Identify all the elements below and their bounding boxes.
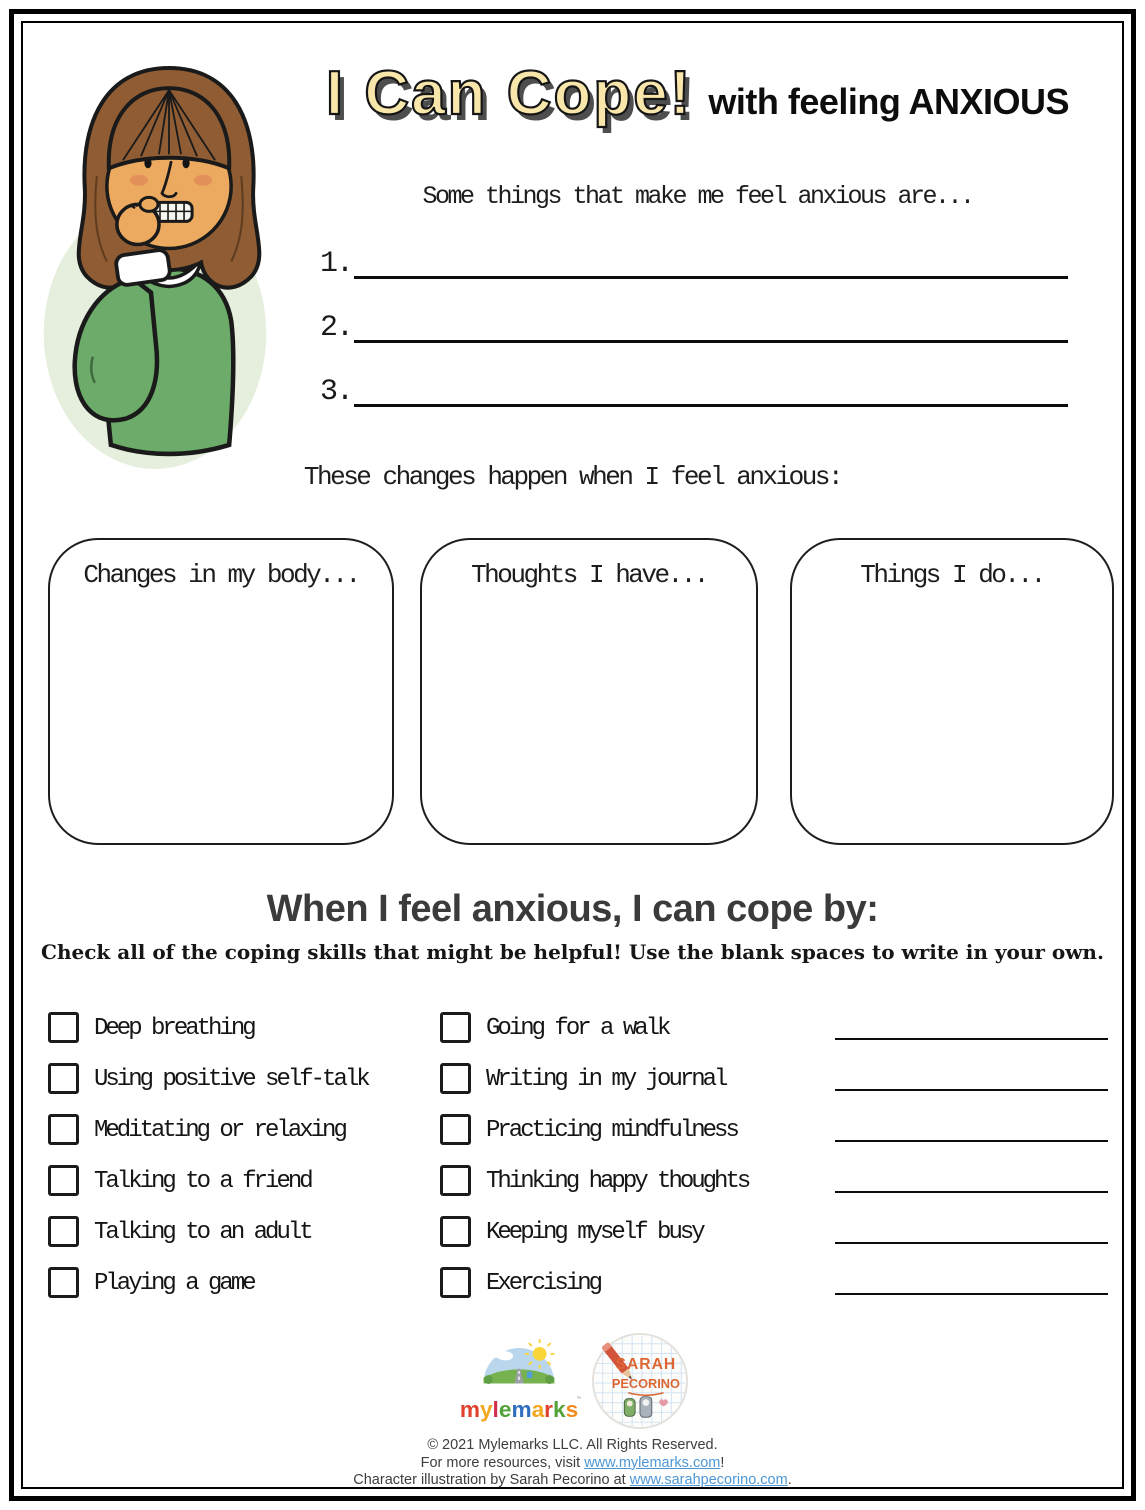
coping-option-label: Exercising [486, 1270, 601, 1297]
sarah-text: SARAH [615, 1356, 676, 1374]
mylemarks-link[interactable]: www.mylemarks.com [584, 1454, 721, 1471]
checklist-write-in-column [835, 1002, 1108, 1308]
anxious-triggers-prompt: Some things that make me feel anxious are... [422, 182, 973, 211]
figure-face [626, 1401, 632, 1407]
coping-option [48, 1053, 368, 1104]
line-number-2: 2. [320, 311, 353, 345]
coping-option-label: Writing in my journal [486, 1066, 726, 1093]
checkbox[interactable] [440, 1165, 471, 1196]
checkbox[interactable] [48, 1165, 79, 1196]
checkbox[interactable] [48, 1267, 79, 1298]
road-dash [518, 1377, 519, 1380]
changes-box-actions-label: Things I do... [860, 560, 1044, 590]
coping-option-label: Talking to a friend [94, 1168, 311, 1195]
write-in-line[interactable] [835, 1191, 1108, 1193]
coping-option [440, 1206, 748, 1257]
white-cuff [115, 249, 171, 286]
coping-option [440, 1257, 748, 1308]
title-i-can-cope: I Can Cope! [325, 59, 693, 128]
checkbox[interactable] [440, 1114, 471, 1145]
write-in-row [835, 1206, 1108, 1257]
logo-sign [526, 1372, 531, 1378]
checkbox[interactable] [48, 1216, 79, 1247]
checkbox[interactable] [440, 1267, 471, 1298]
resources-line [421, 1455, 725, 1473]
checklist-column-2 [440, 1002, 748, 1308]
write-in-line[interactable] [354, 370, 1068, 407]
trigger-line-2 [320, 307, 1068, 343]
write-in-row [835, 1053, 1108, 1104]
checkbox[interactable] [48, 1063, 79, 1094]
checkbox[interactable] [440, 1216, 471, 1247]
credit-text: Character illustration by Sarah Pecorino at [353, 1472, 630, 1488]
write-in-row [835, 1002, 1108, 1053]
changes-box-body[interactable] [48, 538, 394, 845]
page-title [290, 60, 1105, 128]
footer-logos [455, 1330, 691, 1432]
write-in-line[interactable] [354, 242, 1068, 279]
logo-bush [545, 1375, 554, 1384]
checkbox[interactable] [48, 1012, 79, 1043]
footer [0, 1330, 1145, 1490]
road-dash [518, 1371, 519, 1374]
changes-box-actions[interactable] [790, 538, 1114, 845]
trigger-line-3 [320, 371, 1068, 407]
coping-option-label: Keeping myself busy [486, 1219, 703, 1246]
coping-option [440, 1053, 748, 1104]
coping-option-label: Deep breathing [94, 1015, 254, 1042]
coping-option-label: Thinking happy thoughts [486, 1168, 749, 1195]
cope-instructions: Check all of the coping skills that might be helpful! Use the blank spaces to write in your own. [41, 940, 1104, 964]
write-in-line[interactable] [835, 1293, 1108, 1295]
coping-option-label: Practicing mindfulness [486, 1117, 737, 1144]
changes-box-thoughts[interactable] [420, 538, 758, 845]
coping-option [48, 1155, 368, 1206]
write-in-line[interactable] [354, 306, 1068, 343]
coping-option-label: Playing a game [94, 1270, 254, 1297]
write-in-line[interactable] [835, 1038, 1108, 1040]
coping-option-label: Going for a walk [486, 1015, 669, 1042]
credit-text-suffix: . [787, 1472, 792, 1488]
checkbox[interactable] [48, 1114, 79, 1145]
checkbox[interactable] [440, 1063, 471, 1094]
coping-option-label: Meditating or relaxing [94, 1117, 345, 1144]
anxious-girl-illustration [34, 56, 286, 482]
write-in-row [835, 1257, 1108, 1308]
write-in-line[interactable] [835, 1089, 1108, 1091]
coping-option [48, 1104, 368, 1155]
pecorino-text: PECORINO [611, 1375, 680, 1391]
mylemarks-logo [455, 1334, 583, 1428]
coping-option-label: Using positive self-talk [94, 1066, 368, 1093]
resources-text: For more resources, visit [420, 1454, 585, 1471]
coping-option [48, 1257, 368, 1308]
resources-text-suffix: ! [720, 1454, 725, 1471]
figure-face [642, 1399, 649, 1406]
write-in-line[interactable] [835, 1242, 1108, 1244]
anxious-girl-svg [34, 56, 286, 482]
write-in-row [835, 1104, 1108, 1155]
coping-option-label: Talking to an adult [94, 1219, 311, 1246]
checklist-column-1 [48, 1002, 368, 1308]
line-number-1: 1. [320, 247, 353, 281]
logo-sun [532, 1347, 546, 1361]
changes-heading: These changes happen when I feel anxious: [303, 462, 842, 492]
write-in-line[interactable] [835, 1140, 1108, 1142]
trademark-symbol: ™ [576, 1396, 581, 1404]
sarahpecorino-link[interactable]: www.sarahpecorino.com [629, 1472, 788, 1488]
finger-at-mouth [140, 197, 158, 211]
blush-right [194, 175, 212, 186]
line-number-3: 3. [320, 375, 353, 409]
changes-boxes [48, 538, 1110, 846]
coping-option [440, 1155, 748, 1206]
trigger-line-1 [320, 243, 1068, 279]
cope-heading: When I feel anxious, I can cope by: [266, 888, 879, 930]
credit-line [353, 1472, 791, 1490]
coping-option [440, 1002, 748, 1053]
blush-left [130, 175, 148, 186]
write-in-row [835, 1155, 1108, 1206]
title-with-feeling-anxious: with feeling ANXIOUS [708, 81, 1070, 122]
copyright-text: © 2021 Mylemarks LLC. All Rights Reserved. [427, 1437, 718, 1453]
coping-option [440, 1104, 748, 1155]
changes-box-thoughts-label: Thoughts I have... [471, 560, 707, 590]
logo-cloud [497, 1351, 513, 1360]
logo-bush [484, 1375, 493, 1384]
sarah-pecorino-logo [589, 1330, 691, 1432]
changes-box-body-label: Changes in my body... [83, 560, 359, 590]
coping-option [48, 1206, 368, 1257]
coping-option [48, 1002, 368, 1053]
mylemarks-wordmark: mylemarks [459, 1396, 578, 1422]
checkbox[interactable] [440, 1012, 471, 1043]
coping-checklist [48, 1002, 1110, 1314]
